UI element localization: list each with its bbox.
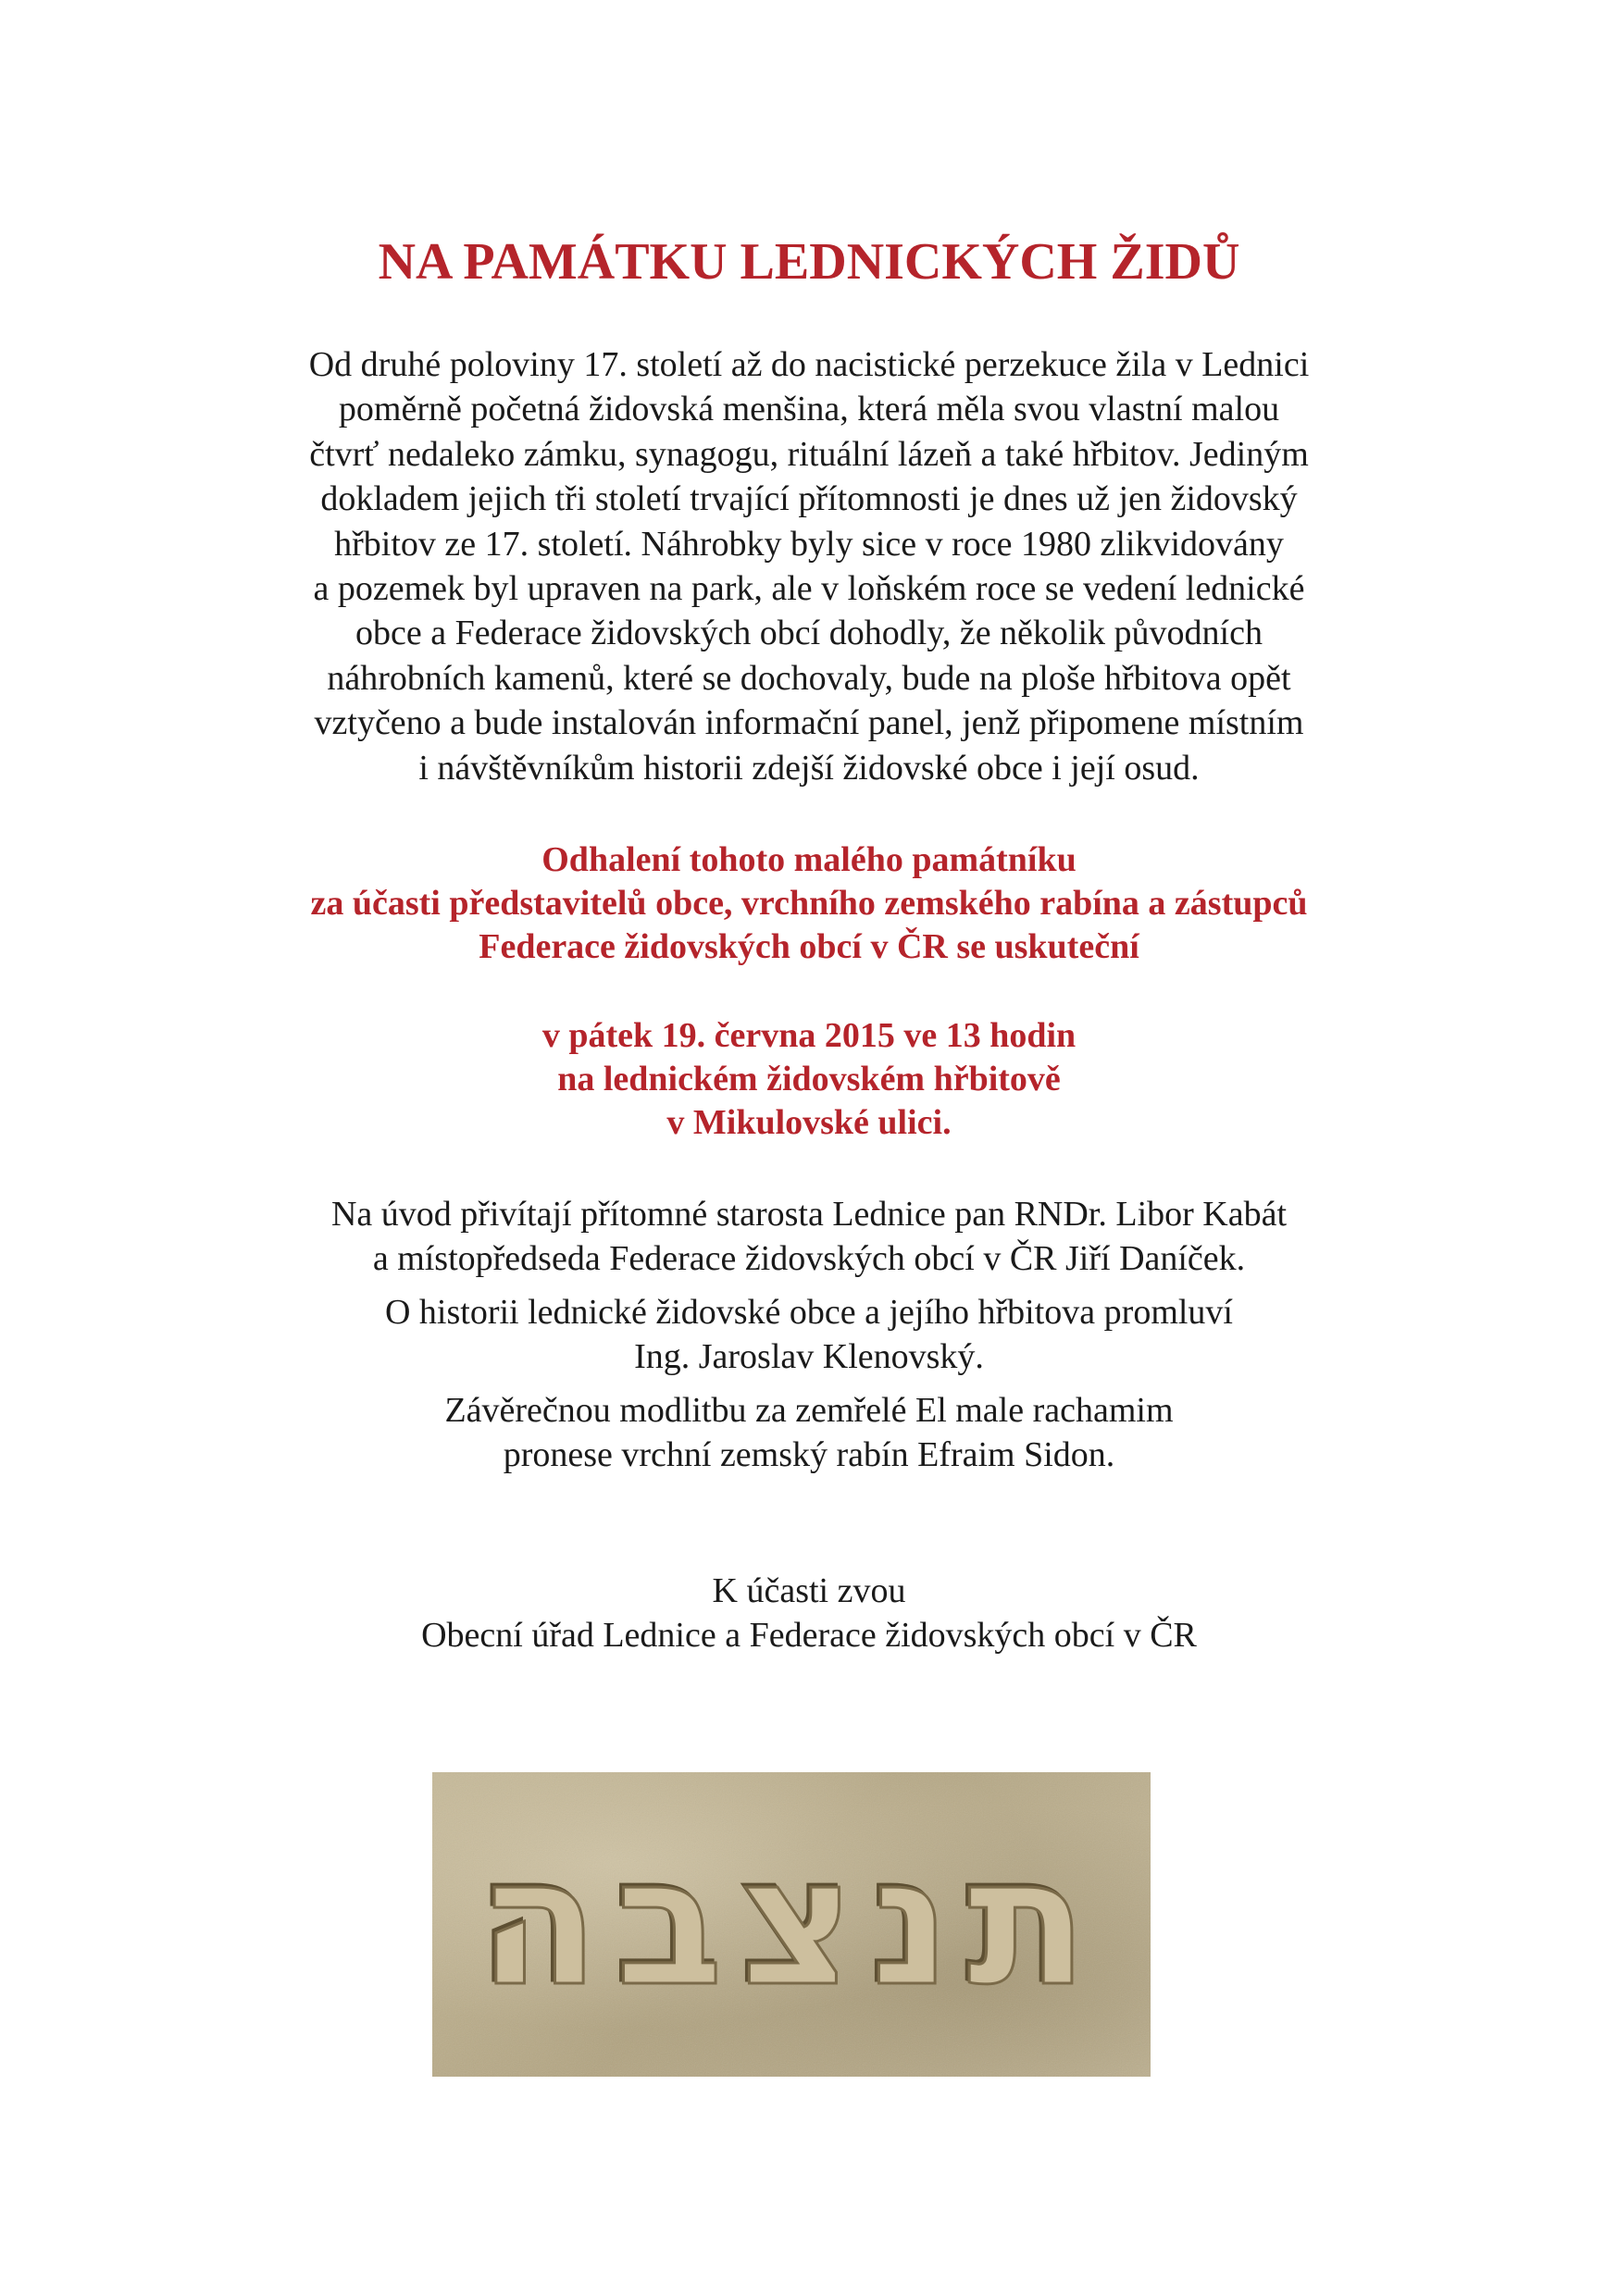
invitation-organizers: Obecní úřad Lednice a Federace židovských obcí v ČR <box>421 1616 1197 1655</box>
program-prayer <box>185 1388 1433 1477</box>
intro-line: čtvrť nedaleko zámku, synagogu, rituální lázeň a také hřbitov. Jediným <box>309 434 1309 474</box>
program-history-talk <box>185 1290 1433 1379</box>
gravestone-inscription-photo <box>432 1772 1151 2077</box>
program-welcome <box>185 1192 1433 1281</box>
invitation-line: K účasti zvou <box>712 1571 906 1610</box>
intro-line: obce a Federace židovských obcí dohodly, že několik původních <box>355 614 1263 653</box>
program-line: O historii lednické židovské obce a jejího hřbitova promluví <box>384 1293 1233 1332</box>
intro-line: náhrobních kamenů, které se dochovaly, bude na ploše hřbitova opět <box>327 658 1291 698</box>
announcement-line: Odhalení tohoto malého památníku <box>541 840 1077 879</box>
program-line: Ing. Jaroslav Klenovský. <box>634 1337 984 1376</box>
invitation-signature <box>185 1569 1433 1657</box>
program-line: Závěrečnou modlitbu za zemřelé El male rachamim <box>444 1391 1174 1430</box>
program-line: a místopředseda Federace židovských obcí v ČR Jiří Daníček. <box>372 1239 1246 1278</box>
page-title: NA PAMÁTKU LEDNICKÝCH ŽIDŮ <box>378 233 1240 291</box>
intro-line: Od druhé poloviny 17. století až do nacistické perzekuce žila v Lednici <box>308 345 1310 384</box>
hebrew-inscription: תנצבה <box>478 1820 1105 2025</box>
program-line: Na úvod přivítají přítomné starosta Lednice pan RNDr. Libor Kabát <box>330 1195 1288 1234</box>
announcement-line: za účasti představitelů obce, vrchního zemského rabína a zástupců <box>310 884 1308 923</box>
intro-line: a pozemek byl upraven na park, ale v loňském roce se vedení lednické <box>313 569 1305 609</box>
intro-line: dokladem jejich tři století trvající přítomnosti je dnes už jen židovský <box>320 479 1298 519</box>
intro-line: hřbitov ze 17. století. Náhrobky byly sice v roce 1980 zlikvidovány <box>334 524 1284 564</box>
unveiling-announcement <box>185 838 1433 969</box>
intro-line: poměrně početná židovská menšina, která měla svou vlastní malou <box>338 390 1280 429</box>
intro-paragraph <box>185 342 1433 790</box>
announcement-line: Federace židovských obcí v ČR se uskuteční <box>479 927 1139 966</box>
event-place: na lednickém židovském hřbitově <box>557 1060 1061 1098</box>
intro-line: vztyčeno a bude instalován informační panel, jenž připomene místním <box>314 703 1304 743</box>
event-date-place <box>185 1014 1433 1145</box>
event-date: v pátek 19. června 2015 ve 13 hodin <box>541 1016 1077 1055</box>
program-line: pronese vrchní zemský rabín Efraim Sidon. <box>503 1435 1115 1474</box>
intro-line: i návštěvníkům historii zdejší židovské obce i její osud. <box>418 748 1200 788</box>
hebrew-carving-image <box>432 1772 1151 2077</box>
event-street: v Mikulovské ulici. <box>666 1103 952 1142</box>
